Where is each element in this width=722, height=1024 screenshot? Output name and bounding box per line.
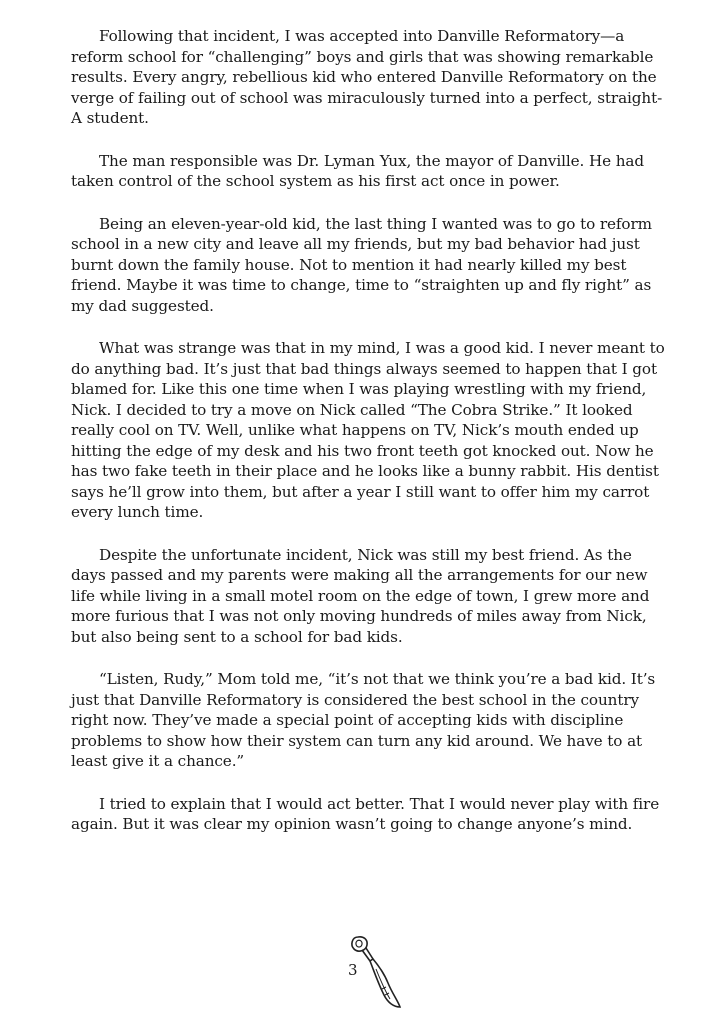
page-body [71, 26, 671, 857]
paragraph-5: Despite the unfortunate incident, Nick was still my best friend. As the days passed and my parents were making all the arrangements for our new life while living in a small motel room on the edge of town, I grew more and more furious that I was not only moving hundreds of miles away from Nick, but also being sent to a school for bad kids. [71, 545, 650, 646]
paragraph-3: Being an eleven-year-old kid, the last thing I wanted was to go to reform school in a new city and leave all my friends, but my bad behavior had just burnt down the family house. Not to mention it had nearly killed my best friend. Maybe it was time to change, time to “straighten up and fly right” as my dad suggested. [71, 214, 652, 315]
paragraph-1: Following that incident, I was accepted into Danville Reformatory—a reform school for “challenging” boys and girls that was showing remarkable results. Every angry, rebellious kid who entered Danville Reformatory on the verge of failing out of school was miraculously turned into a perfect, straight-A student. [71, 27, 663, 127]
page-number: 3 [348, 961, 358, 979]
paragraph-7: I tried to explain that I would act better. That I would never play with fire again. But it was clear my opinion wasn’t going to change anyone’s mind. [71, 794, 660, 833]
paragraph-6: “Listen, Rudy,” Mom told me, “it’s not that we think you’re a bad kid. It’s just that Danville Reformatory is considered the best school in the country right now. They’ve made a special point of accepting kids with discipline problems to show how their system can turn any kid around. We have to at least give it a chance.” [71, 670, 656, 770]
paragraph-2: The man responsible was Dr. Lyman Yux, the mayor of Danville. He had taken control of the school system as his first act once in power. [71, 151, 644, 190]
paragraph-4: What was strange was that in my mind, I was a good kid. I never meant to do anything bad. It’s just that bad things always seemed to happen that I got blamed for. Like this one time when I was playing wrestling with my friend, Nick. I decided to try a move on Nick called “The Cobra Strike.” It looked really cool on TV. Well, unlike what happens on TV, Nick’s mouth ended up hitting the edge of my desk and his two front teeth got knocked out. Now he has two fake teeth in their place and he looks like a bunny rabbit. His dentist says he’ll grow into them, but after a year I still want to offer him my carrot every lunch time. [71, 339, 665, 521]
page-footer [0, 925, 722, 1015]
